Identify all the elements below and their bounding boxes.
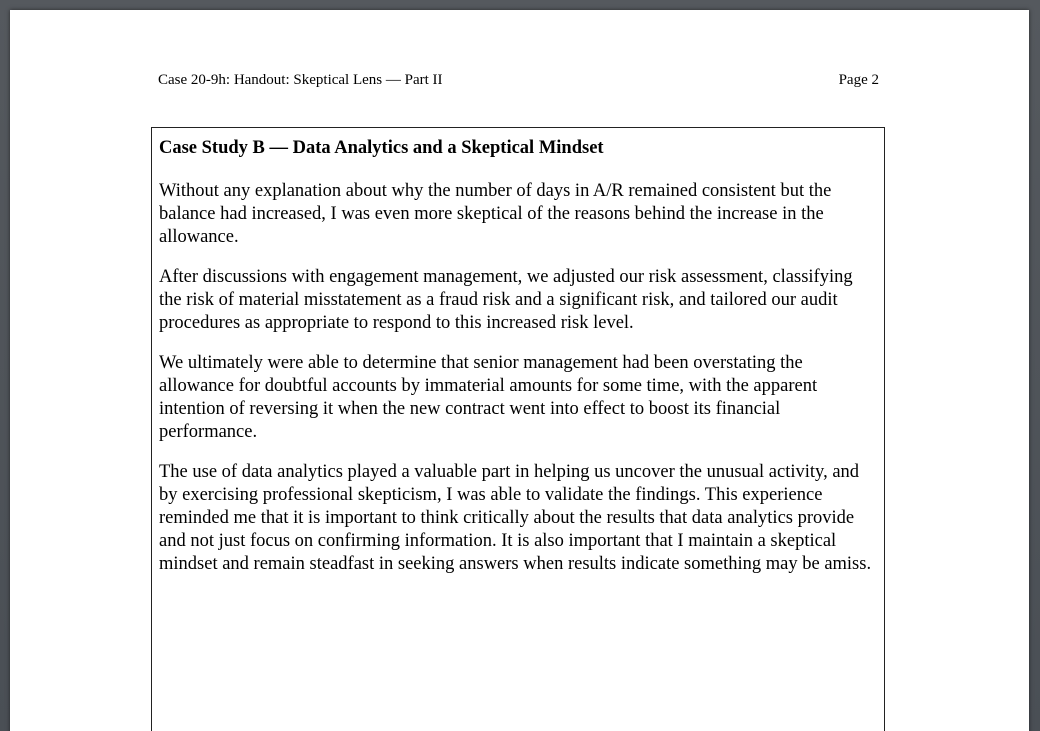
case-study-box <box>151 127 885 731</box>
page-number: Page 2 <box>838 72 879 88</box>
paragraph-3: We ultimately were able to determine that senior management had been overstating the allowance for doubtful accounts by immaterial amounts for some time, with the apparent intention of reversing it when the new contract went into effect to boost its financial performance. <box>159 353 818 442</box>
paragraph-2: After discussions with engagement management, we adjusted our risk assessment, classifying the risk of material misstatement as a fraud risk and a significant risk, and tailored our audit procedures as appropriate to respond to this increased risk level. <box>159 267 853 333</box>
case-study-title: Case Study B — Data Analytics and a Skeptical Mindset <box>159 138 604 158</box>
paragraph-4: The use of data analytics played a valuable part in helping us uncover the unusual activity, and by exercising professional skepticism, I was able to validate the findings. This experience reminded me that it is important to think critically about the results that data analytics provide and not just focus on confirming information. It is also important that I maintain a skeptical mindset and remain steadfast in seeking answers when results indicate something may be amiss. <box>159 462 872 574</box>
document-page <box>10 10 1029 731</box>
header-title: Case 20-9h: Handout: Skeptical Lens — Part II <box>158 72 443 88</box>
paragraph-1: Without any explanation about why the number of days in A/R remained consistent but the balance had increased, I was even more skeptical of the reasons behind the increase in the allowance. <box>159 181 832 247</box>
running-header <box>158 70 879 90</box>
